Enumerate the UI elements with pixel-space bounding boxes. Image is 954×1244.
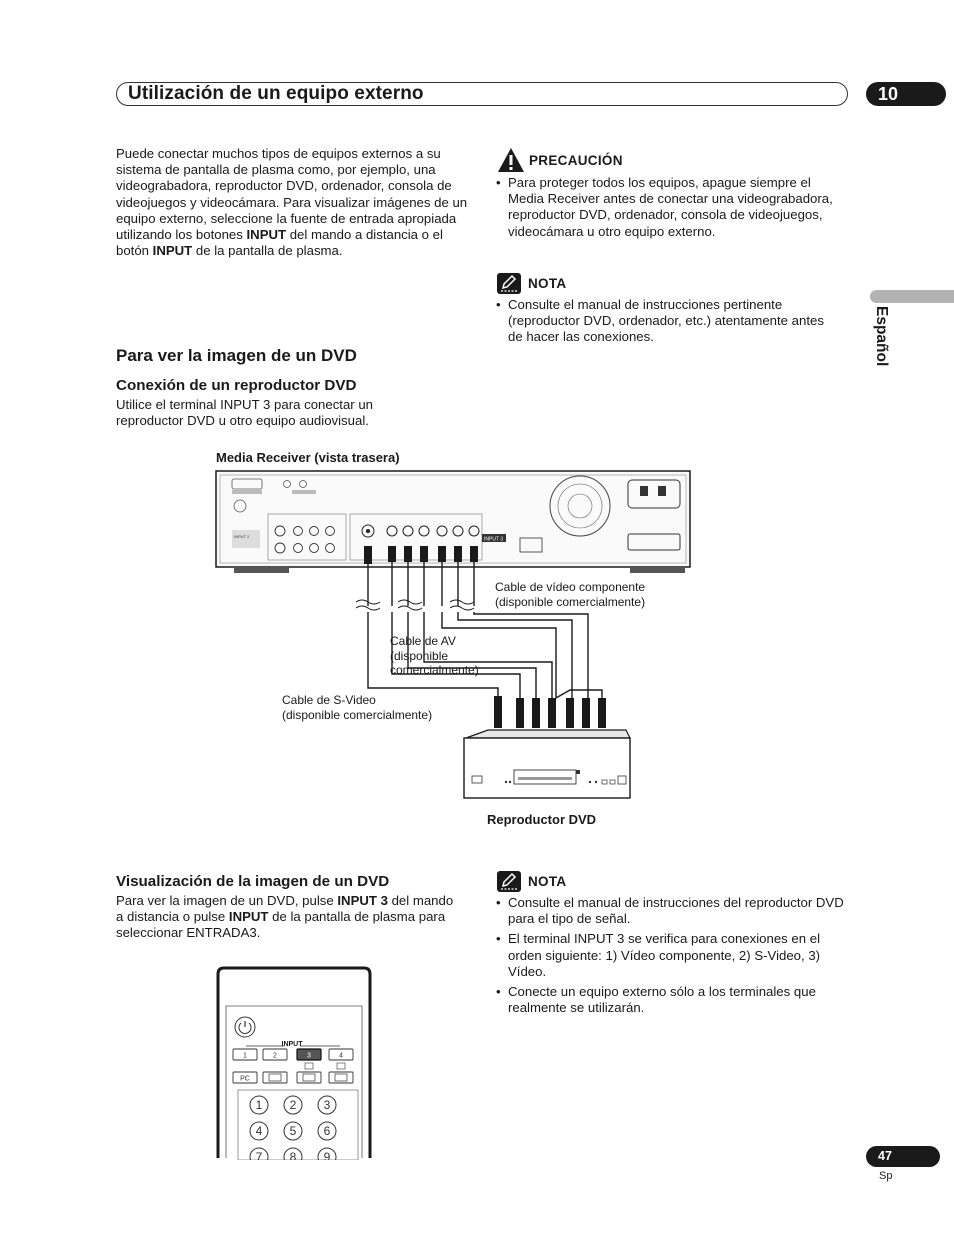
note2-item: • Conecte un equipo externo sólo a los terminales que realmente se utilizarán. [496,984,846,1016]
caution-item: • Para proteger todos los equipos, apague siempre el Media Receiver antes de conectar una videograbadora, reproductor DVD, ordenador, consola de videojuegos, videocámara u otro equipo externo. [496,175,841,240]
caution-title: PRECAUCIÓN [529,153,623,168]
svg-text:2: 2 [273,1052,277,1060]
svg-text:8: 8 [289,1150,297,1160]
subsection-title-viewing: Visualización de la imagen de un DVD [116,873,390,890]
note2-item: • El terminal INPUT 3 se verifica para conexiones en el orden siguiente: 1) Vídeo componente, 2) S-Video, 3) Vídeo. [496,931,846,980]
component-cable-label: Cable de vídeo componente (disponible comercialmente) [495,580,646,609]
subsection-title-connection: Conexión de un reproductor DVD [116,377,357,394]
svg-text:4: 4 [255,1124,263,1138]
svg-text:1: 1 [243,1052,247,1060]
svg-text:3: 3 [307,1052,311,1060]
svideo-cable-label: Cable de S-Video (disponible comercialmente) [282,693,433,722]
svg-text:INPUT: INPUT [281,1041,303,1048]
section-title: Para ver la imagen de un DVD [116,346,357,365]
page-number: 47 [866,1146,940,1167]
svg-text:4: 4 [339,1052,343,1060]
svg-text:5: 5 [289,1124,297,1138]
receiver-label: Media Receiver (vista trasera) [216,450,400,465]
note1-title: NOTA [528,276,567,291]
svg-text:3: 3 [323,1098,331,1112]
note2-title: NOTA [528,874,567,889]
svg-text:INPUT 3: INPUT 3 [484,536,504,543]
viewing-paragraph: Para ver la imagen de un DVD, pulse INPUT 3 del mando a distancia o pulse INPUT de la pantalla de plasma para seleccionar ENTRADA3. [116,893,454,941]
note-pencil-icon [497,273,521,294]
page-language-code: Sp [879,1170,893,1182]
note-pencil-icon [497,871,521,892]
svg-text:9: 9 [323,1150,331,1160]
language-tab [870,290,954,303]
chapter-badge: 10 [866,82,946,106]
note1-item: • Consulte el manual de instrucciones pertinente (reproductor DVD, ordenador, etc.) atentamente antes de hacer las conexiones. [496,297,841,346]
caution-list [496,175,841,240]
svg-text:7: 7 [255,1150,263,1160]
note2-list [496,895,846,1016]
language-label: Español [873,306,890,367]
intro-paragraph: Puede conectar muchos tipos de equipos externos a su sistema de pantalla de plasma como, por ejemplo, una videograbadora, reproductor DVD, ordenador, consola de videojuegos y videocámara. Para visualizar imágenes de un equipo externo, seleccione la fuente de entrada apropiada utilizando los botones INPUT del mando a distancia o el botón INPUT de la pantalla de plasma. [116,146,468,259]
warning-icon [497,147,525,173]
svg-text:1: 1 [255,1098,263,1112]
av-cable-label: Cable de AV (disponible comercialmente) [390,634,479,677]
note1-list [496,297,841,346]
remote-control-illustration [216,966,372,1160]
connection-paragraph: Utilice el terminal INPUT 3 para conectar un reproductor DVD u otro equipo audiovisual. [116,397,374,429]
svg-text:2: 2 [289,1098,297,1112]
svg-text:PC: PC [240,1075,250,1083]
note2-item: • Consulte el manual de instrucciones del reproductor DVD para el tipo de señal. [496,895,846,927]
dvd-player-label: Reproductor DVD [487,812,597,827]
svg-text:6: 6 [323,1124,331,1138]
svg-text:INPUT 2: INPUT 2 [234,534,250,539]
page-title: Utilización de un equipo externo [128,83,424,104]
